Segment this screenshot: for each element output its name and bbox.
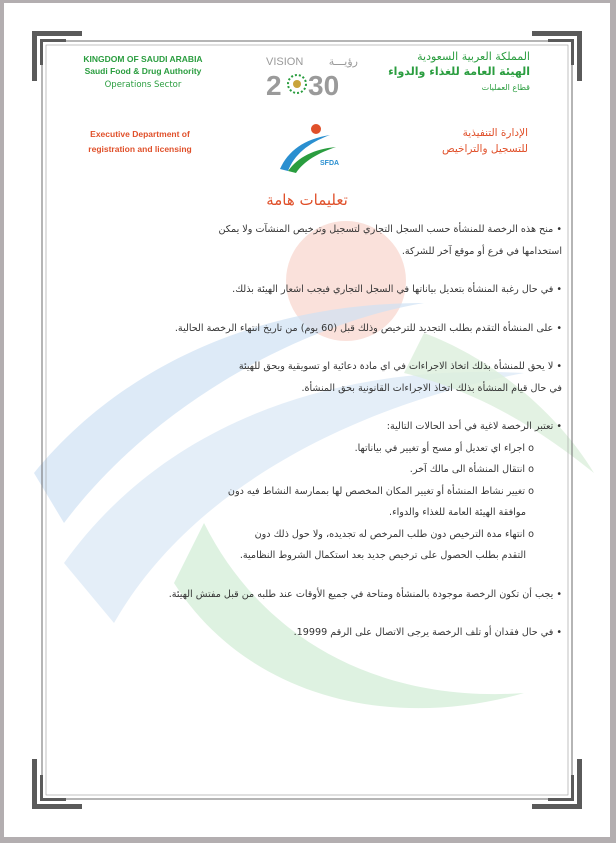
- vision-word: VISION: [266, 56, 304, 68]
- instruction-5-item-c-line2: موافقة الهيئة العامة للغذاء والدواء.: [389, 507, 526, 518]
- dept-en-line2: registration and licensing: [88, 144, 192, 154]
- header-en-authority: Saudi Food & Drug Authority: [84, 66, 202, 76]
- dept-ar-line2: للتسجيل والتراخيص: [441, 143, 528, 155]
- vision-year-30: 30: [308, 70, 340, 99]
- dept-en-line1: Executive Department of: [90, 129, 190, 139]
- vision-arabic: رؤيـــة: [328, 55, 358, 68]
- header-ar-kingdom: المملكة العربية السعودية: [417, 50, 530, 63]
- header-en-sector: Operations Sector: [104, 80, 182, 90]
- header-ar-authority: الهيئة العامة للغذاء والدواء: [388, 65, 530, 78]
- instruction-5-item-a: o اجراء اي تعديل أو مسح أو تغيير في بياناتها.: [354, 442, 534, 454]
- instruction-3: • على المنشأة التقدم بطلب التجديد للترخيص وذلك قبل (60 يوم) من تاريخ انتهاء الرخصة الحالية.: [174, 322, 562, 334]
- header-english: [68, 53, 218, 92]
- instructions-body: [102, 219, 562, 644]
- document-page: [4, 3, 610, 837]
- instruction-5-item-c-line1: o تغيير نشاط المنشأة أو تغيير المكان المخصص لها بممارسة النشاط فيه دون: [227, 485, 534, 497]
- instruction-5-item-d-line1: o انتهاء مدة الترخيص دون طلب المرخص له تجديده، ولا حول ذلك دون: [254, 528, 534, 540]
- sfda-logo: [274, 121, 342, 175]
- header-en-kingdom: KINGDOM OF SAUDI ARABIA: [83, 54, 203, 64]
- dept-ar-line1: الإدارة التنفيذية: [462, 127, 528, 139]
- instruction-1-line1: • منح هذه الرخصة للمنشأة حسب السجل التجاري لتسجيل وترخيص المنشآت ولا يمكن: [218, 224, 562, 235]
- sfda-logo-text: SFDA: [320, 160, 340, 167]
- instruction-4-line2: في حال قيام المنشأة بذلك اتخاذ الاجراءات القانونية بحق المنشأة.: [301, 382, 562, 394]
- instruction-2: • في حال رغبة المنشأة بتعديل بياناتها في السجل التجاري فيجب اشعار الهيئة بذلك.: [232, 284, 562, 295]
- instruction-5-intro: • تعتبر الرخصة لاغية في أحد الحالات التالية:: [386, 421, 562, 432]
- instruction-5-item-d-line2: التقدم بطلب الحصول على ترخيص جديد بعد استكمال الشروط النظامية.: [239, 550, 526, 561]
- sfda-dot-icon: [311, 124, 321, 134]
- header-arabic: [390, 49, 530, 95]
- instruction-5-item-b: o انتقال المنشأة الى مالك آخر.: [409, 464, 534, 475]
- vision-2030-logo: [264, 51, 360, 99]
- department-english: [70, 127, 210, 157]
- header-ar-sector: قطاع العمليات: [481, 83, 530, 92]
- instruction-7: • في حال فقدان أو تلف الرخصة يرجى الاتصال على الرقم 19999.: [293, 627, 562, 638]
- vision-emblem-icon: [288, 75, 306, 93]
- department-arabic: [398, 125, 528, 157]
- instruction-1-line2: استخدامها في فرع أو موقع آخر للشركة.: [401, 245, 562, 257]
- vision-year-2: 2: [266, 70, 282, 99]
- instruction-4-line1: • لا يحق للمنشأة بذلك اتخاذ الاجراءات في اي مادة دعائية او تسويقية ويحق للهيئة: [238, 361, 562, 372]
- instruction-6: • يجب أن تكون الرخصة موجودة بالمنشأة ومتاحة في جميع الأوقات عند طلبه من قبل مفتش الهيئة.: [168, 588, 562, 600]
- page-title: تعليمات هامة: [266, 191, 348, 209]
